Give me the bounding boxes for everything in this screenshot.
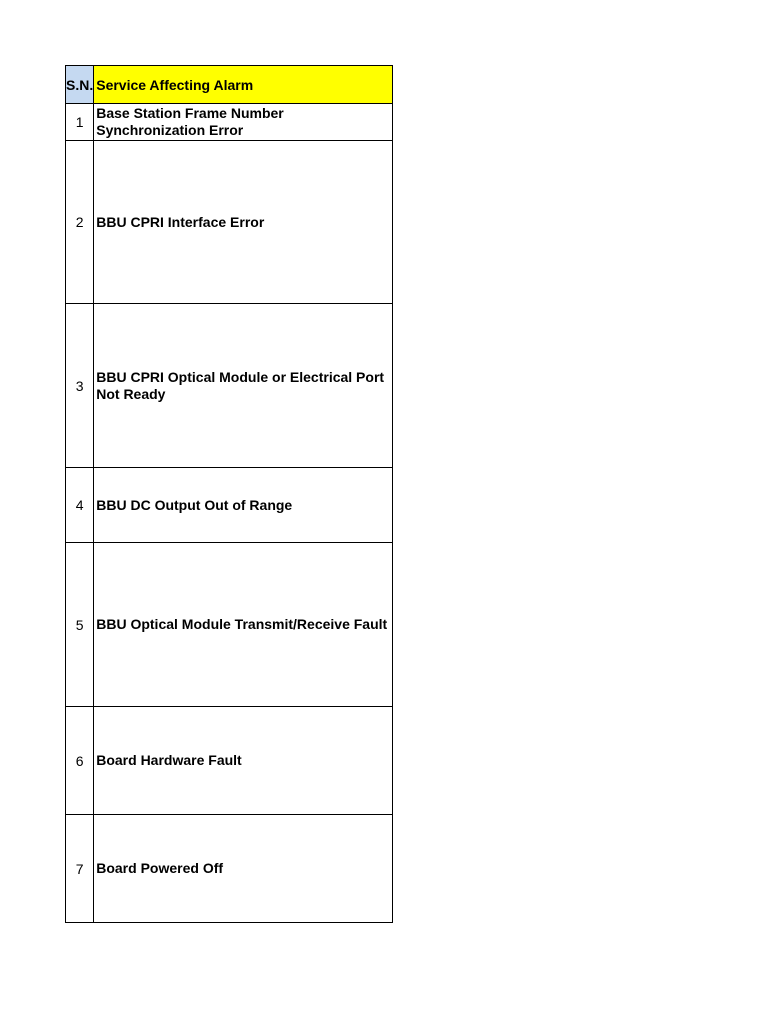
table-row [66, 104, 393, 141]
table-row [66, 815, 393, 923]
alarm-name: BBU Optical Module Transmit/Receive Fault [94, 543, 393, 707]
row-number: 6 [66, 707, 94, 815]
header-row [66, 66, 393, 104]
table-row [66, 543, 393, 707]
table-row [66, 468, 393, 543]
alarm-name: BBU CPRI Interface Error [94, 141, 393, 304]
alarm-name: Board Powered Off [94, 815, 393, 923]
alarm-name: Base Station Frame Number Synchronization Error [94, 104, 393, 141]
row-number: 3 [66, 304, 94, 468]
sn-column-header: S.N. [66, 66, 94, 104]
row-number: 7 [66, 815, 94, 923]
alarm-name: BBU CPRI Optical Module or Electrical Port Not Ready [94, 304, 393, 468]
alarm-name: BBU DC Output Out of Range [94, 468, 393, 543]
table-row [66, 141, 393, 304]
row-number: 5 [66, 543, 94, 707]
table-row [66, 304, 393, 468]
row-number: 1 [66, 104, 94, 141]
table-row [66, 707, 393, 815]
row-number: 4 [66, 468, 94, 543]
row-number: 2 [66, 141, 94, 304]
alarm-name: Board Hardware Fault [94, 707, 393, 815]
alarm-column-header: Service Affecting Alarm [94, 66, 393, 104]
alarm-table [65, 65, 393, 923]
